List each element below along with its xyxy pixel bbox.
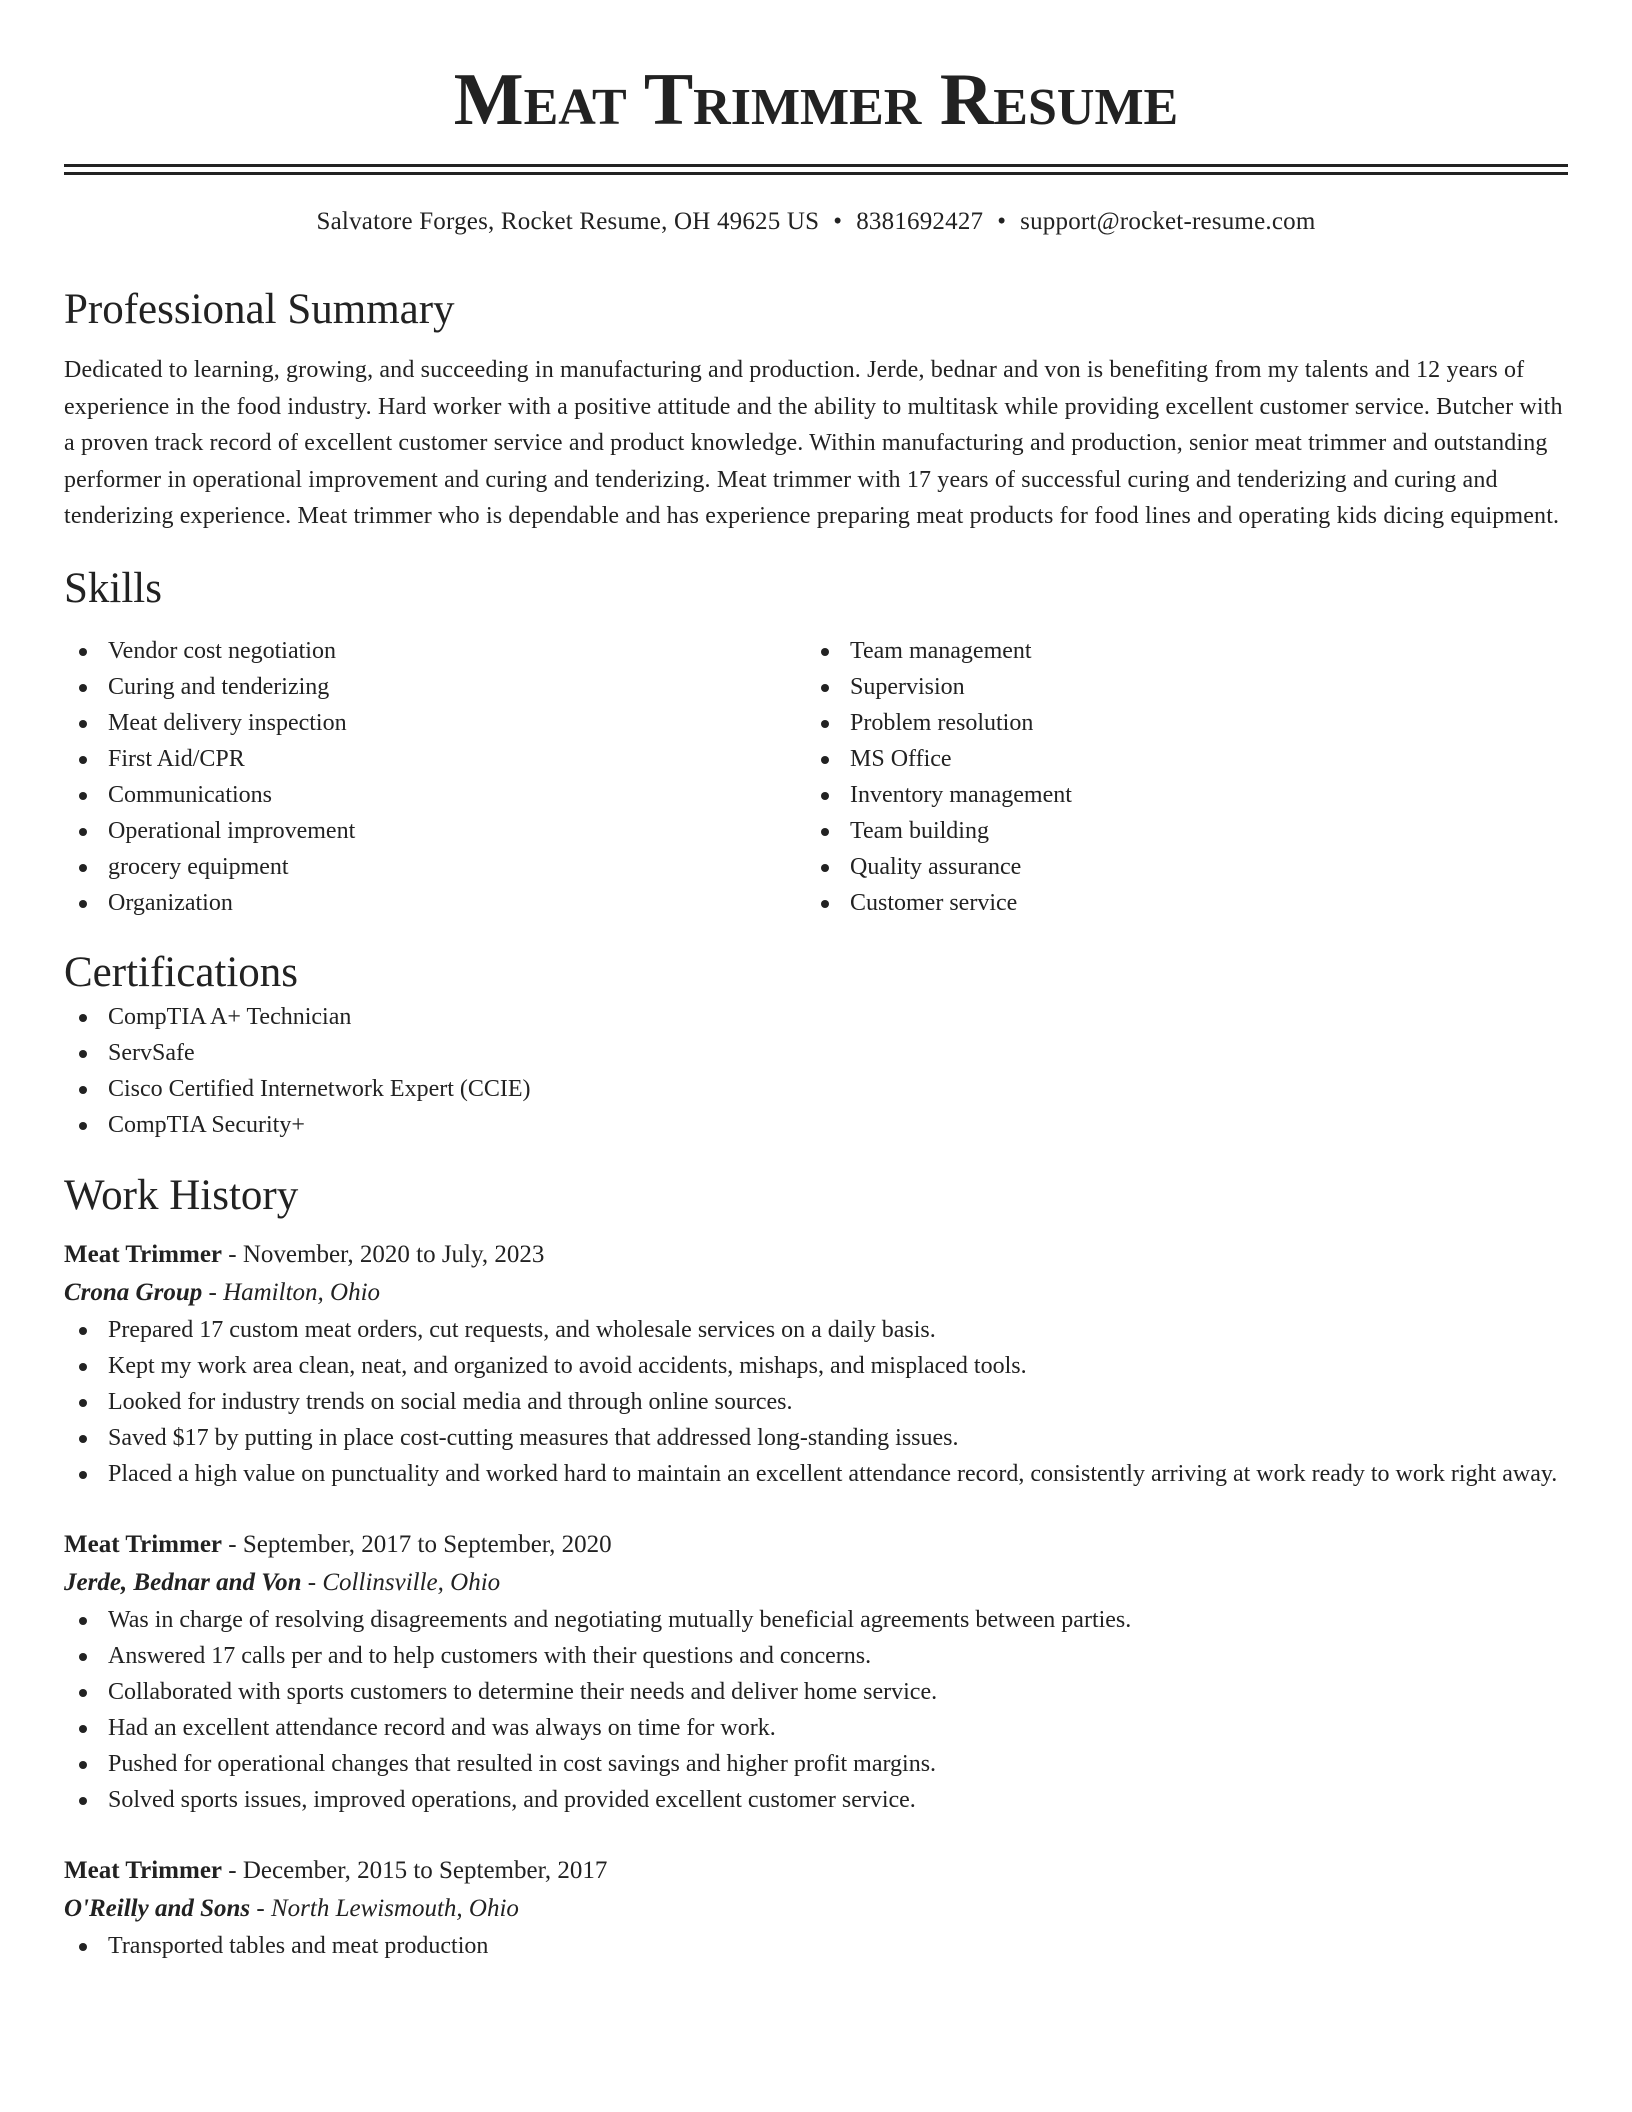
bullet-dot-icon [79, 1363, 87, 1371]
dash-separator: - [202, 1278, 224, 1306]
skill-item [64, 669, 806, 705]
job-duty-item [64, 1456, 1568, 1492]
bullet-dot-icon [79, 1797, 87, 1805]
job-company-line [64, 1274, 1568, 1312]
bullet-dot-icon [821, 864, 829, 872]
bullet-dot-icon [79, 1761, 87, 1769]
job-duty-item [64, 1674, 1568, 1710]
bullet-dot-icon [79, 648, 87, 656]
bullet-dot-icon [79, 1689, 87, 1697]
bullet-separator: • [833, 208, 843, 235]
bullet-dot-icon [79, 1725, 87, 1733]
work-history-list [64, 1236, 1568, 1964]
summary-text: Dedicated to learning, growing, and succeeding in manufacturing and production. Jerde, bednar and von is benefiting from my talents and 12 years of experience in the food industry. Hard worker with a positive attitude and the ability to multitask while providing excellent customer service. Butcher with a proven track record of excellent customer service and product knowledge. Within manufacturing and production, senior meat trimmer and outstanding performer in operational improvement and curing and tenderizing. Meat trimmer with 17 years of successful curing and tenderizing and curing and tenderizing experience. Meat trimmer who is dependable and has experience preparing meat products for food lines and operating kids dicing equipment. [64, 357, 1563, 529]
bullet-dot-icon [79, 828, 87, 836]
bullet-dot-icon [79, 1014, 87, 1022]
skill-item-text: Team management [850, 637, 1032, 664]
job-duty-item-text: Pushed for operational changes that resulted in cost savings and higher profit margins. [108, 1750, 937, 1777]
job-duty-item [64, 1312, 1568, 1348]
job-dates: September, 2017 to September, 2020 [242, 1530, 612, 1558]
bullet-dot-icon [821, 900, 829, 908]
skill-item [806, 633, 1548, 669]
bullet-dot-icon [79, 1471, 87, 1479]
certification-item-text: ServSafe [108, 1039, 195, 1066]
bullet-dot-icon [79, 1617, 87, 1625]
certification-item [64, 1107, 1568, 1143]
bullet-dot-icon [79, 756, 87, 764]
job-duties-list [64, 1928, 1568, 1964]
skill-item-text: Curing and tenderizing [108, 673, 330, 700]
job-location: Hamilton, Ohio [223, 1278, 381, 1306]
job-duty-item [64, 1638, 1568, 1674]
job-duty-item [64, 1384, 1568, 1420]
job-entry [64, 1526, 1568, 1818]
bullet-dot-icon [821, 792, 829, 800]
bullet-dot-icon [79, 1435, 87, 1443]
job-duty-item-text: Solved sports issues, improved operations, and provided excellent customer service. [108, 1786, 916, 1813]
job-duty-item-text: Collaborated with sports customers to determine their needs and deliver home service. [108, 1678, 938, 1705]
skill-item-text: Team building [850, 817, 989, 844]
skill-item [64, 885, 806, 921]
skill-item [806, 849, 1548, 885]
skill-item [806, 741, 1548, 777]
job-duty-item-text: Saved $17 by putting in place cost-cutting measures that addressed long-standing issues. [108, 1424, 959, 1451]
skill-item-text: First Aid/CPR [108, 745, 245, 772]
skill-item-text: Communications [108, 781, 272, 808]
job-company: Jerde, Bednar and Von [64, 1568, 302, 1596]
skill-item-text: Quality assurance [850, 853, 1022, 880]
job-company-line [64, 1564, 1568, 1602]
bullet-dot-icon [79, 1086, 87, 1094]
resume-page [64, 0, 1568, 1964]
skill-item-text: Operational improvement [108, 817, 356, 844]
skill-item-text: Problem resolution [850, 709, 1034, 736]
job-title: Meat Trimmer [64, 1856, 223, 1884]
job-location: Collinsville, Ohio [322, 1568, 501, 1596]
skills-list-right [806, 633, 1548, 921]
bullet-dot-icon [79, 1122, 87, 1130]
certification-item [64, 1035, 1568, 1071]
job-dates: December, 2015 to September, 2017 [242, 1856, 608, 1884]
bullet-dot-icon [79, 792, 87, 800]
skill-item-text: Inventory management [850, 781, 1072, 808]
bullet-dot-icon [821, 684, 829, 692]
skill-item [64, 813, 806, 849]
skill-item-text: Meat delivery inspection [108, 709, 347, 736]
job-company-line [64, 1890, 1568, 1928]
bullet-dot-icon [79, 684, 87, 692]
job-duty-item [64, 1348, 1568, 1384]
skill-item [64, 705, 806, 741]
skill-item [806, 705, 1548, 741]
skill-item-text: MS Office [850, 745, 952, 772]
skill-item [64, 633, 806, 669]
job-duty-item [64, 1746, 1568, 1782]
skill-item [64, 777, 806, 813]
skills-column-right [806, 633, 1548, 921]
certification-item-text: CompTIA A+ Technician [108, 1003, 352, 1030]
job-duty-item [64, 1782, 1568, 1818]
bullet-dot-icon [79, 864, 87, 872]
skill-item-text: Vendor cost negotiation [108, 637, 336, 664]
title-double-rule [64, 164, 1568, 175]
certifications-heading: Certifications [64, 948, 299, 996]
bullet-dot-icon [821, 720, 829, 728]
dash-separator: - [222, 1240, 243, 1268]
job-dates: November, 2020 to July, 2023 [242, 1240, 545, 1268]
job-duty-item-text: Kept my work area clean, neat, and organized to avoid accidents, mishaps, and misplaced tools. [108, 1352, 1027, 1379]
bullet-dot-icon [79, 1050, 87, 1058]
job-title-line [64, 1852, 1568, 1890]
job-duty-item-text: Was in charge of resolving disagreements and negotiating mutually beneficial agreements between parties. [108, 1606, 1132, 1633]
job-company: Crona Group [64, 1278, 203, 1306]
contact-phone: 8381692427 [856, 208, 984, 235]
contact-address: Salvatore Forges, Rocket Resume, OH 49625 US [316, 208, 820, 235]
job-title: Meat Trimmer [64, 1240, 223, 1268]
job-duty-item-text: Looked for industry trends on social media and through online sources. [108, 1388, 793, 1415]
job-location: North Lewismouth, Ohio [270, 1894, 519, 1922]
job-duty-item [64, 1602, 1568, 1638]
job-duty-item [64, 1710, 1568, 1746]
skills-column-left [64, 633, 806, 921]
bullet-dot-icon [79, 1327, 87, 1335]
job-title: Meat Trimmer [64, 1530, 223, 1558]
job-duty-item [64, 1420, 1568, 1456]
bullet-dot-icon [79, 1399, 87, 1407]
bullet-dot-icon [79, 720, 87, 728]
skill-item [64, 849, 806, 885]
bullet-dot-icon [821, 756, 829, 764]
skill-item [806, 777, 1548, 813]
skills-grid [64, 633, 1568, 921]
skill-item [806, 885, 1548, 921]
job-title-line [64, 1236, 1568, 1274]
skill-item-text: Organization [108, 889, 233, 916]
bullet-dot-icon [79, 900, 87, 908]
bullet-separator: • [997, 208, 1007, 235]
job-duty-item-text: Had an excellent attendance record and was always on time for work. [108, 1714, 776, 1741]
job-duty-item-text: Prepared 17 custom meat orders, cut requests, and wholesale services on a daily basis. [108, 1316, 936, 1343]
dash-separator: - [222, 1856, 243, 1884]
certifications-list [64, 999, 1568, 1143]
skill-item [64, 741, 806, 777]
job-duties-list [64, 1312, 1568, 1492]
skills-list-left [64, 633, 806, 921]
contact-line [64, 206, 1568, 238]
job-duty-item [64, 1928, 1568, 1964]
summary-heading: Professional Summary [64, 286, 455, 333]
bullet-dot-icon [79, 1943, 87, 1951]
job-duty-item-text: Answered 17 calls per and to help customers with their questions and concerns. [108, 1642, 872, 1669]
bullet-dot-icon [821, 648, 829, 656]
certification-item-text: CompTIA Security+ [108, 1111, 305, 1138]
page-title: Meat Trimmer Resume [453, 59, 1179, 141]
job-duty-item-text: Transported tables and meat production [108, 1932, 489, 1959]
bullet-dot-icon [79, 1653, 87, 1661]
dash-separator: - [222, 1530, 243, 1558]
skill-item [806, 813, 1548, 849]
job-title-line [64, 1526, 1568, 1564]
skill-item-text: Customer service [850, 889, 1018, 916]
skill-item-text: grocery equipment [108, 853, 289, 880]
dash-separator: - [250, 1894, 271, 1922]
work-history-heading: Work History [64, 1171, 299, 1219]
job-duty-item-text: Placed a high value on punctuality and worked hard to maintain an excellent attendance record, consistently arriving at work ready to work right away. [108, 1460, 1558, 1487]
bullet-dot-icon [821, 828, 829, 836]
certification-item [64, 999, 1568, 1035]
dash-separator: - [301, 1568, 323, 1596]
skills-heading: Skills [64, 564, 162, 612]
certification-item-text: Cisco Certified Internetwork Expert (CCIE) [108, 1075, 531, 1102]
job-duties-list [64, 1602, 1568, 1818]
job-entry [64, 1852, 1568, 1964]
skill-item-text: Supervision [850, 673, 965, 700]
contact-email: support@rocket-resume.com [1020, 208, 1316, 235]
certification-item [64, 1071, 1568, 1107]
skill-item [806, 669, 1548, 705]
job-company: O'Reilly and Sons [64, 1894, 251, 1922]
job-entry [64, 1236, 1568, 1492]
